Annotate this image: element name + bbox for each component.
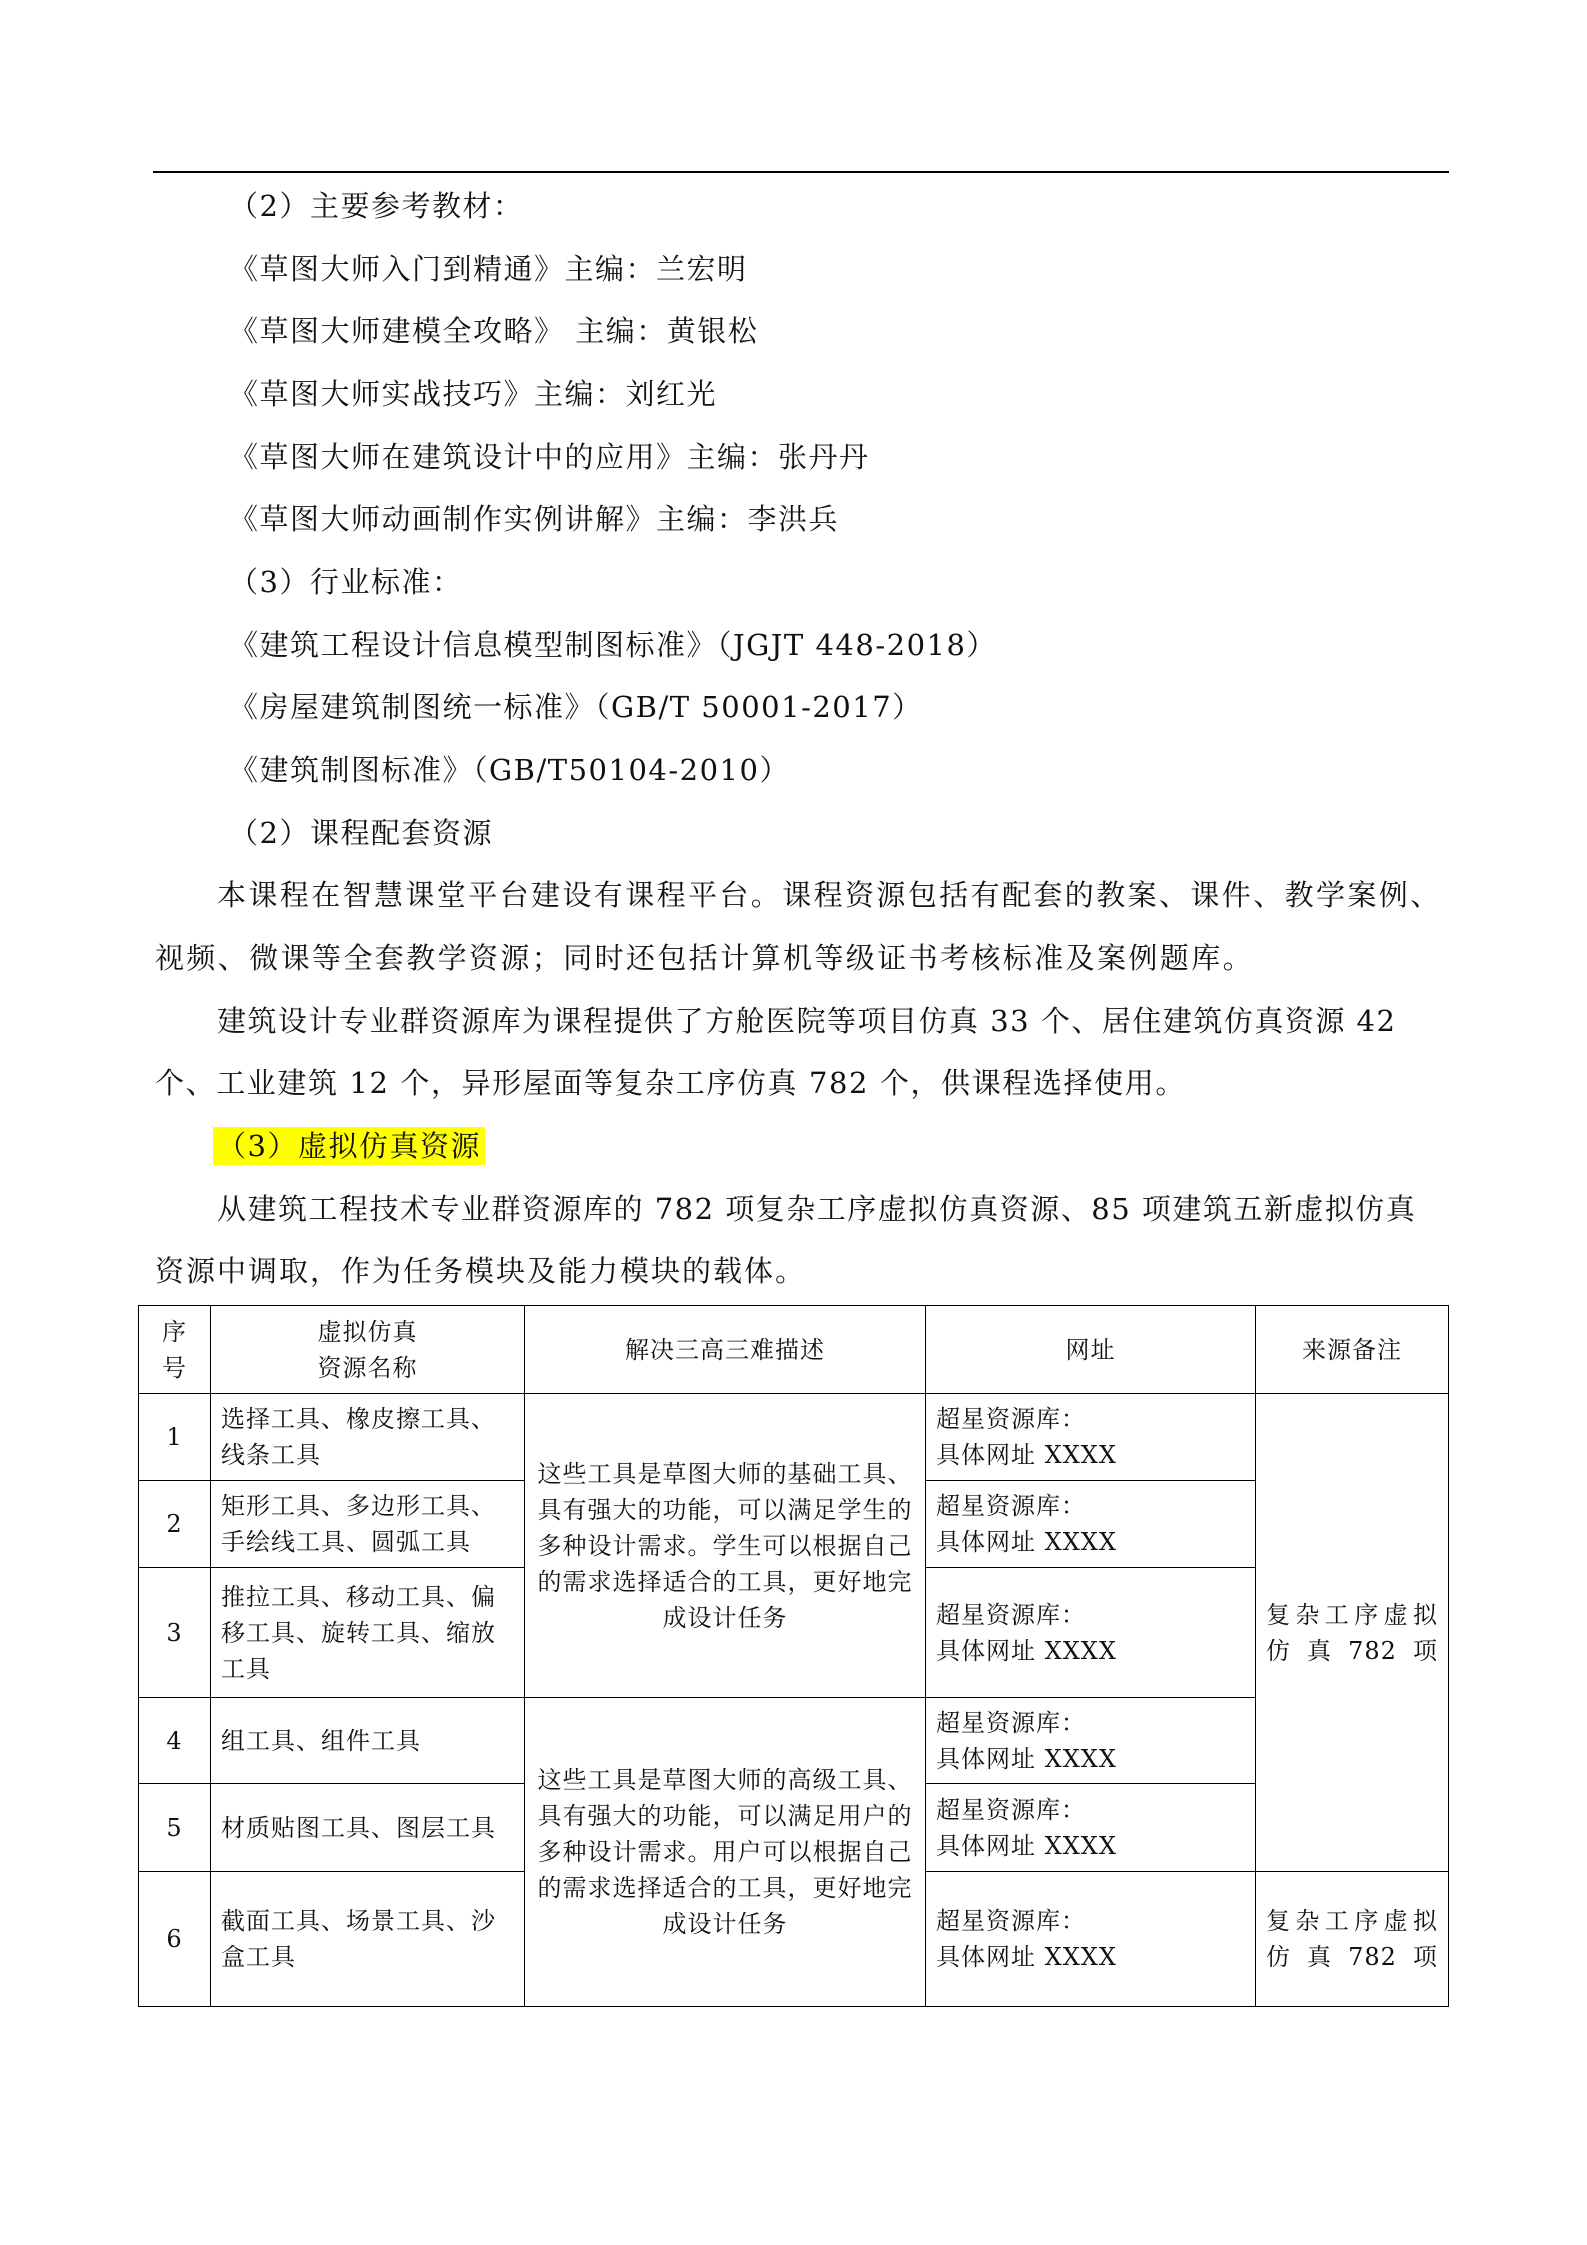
- table-header-row: [139, 1306, 1449, 1394]
- course-resources-paragraph-line-2: 视频、微课等全套教学资源；同时还包括计算机等级证书考核标准及案例题库。: [155, 941, 1255, 975]
- virtual-sim-paragraph-line-1: 从建筑工程技术专业群资源库的 782 项复杂工序虚拟仿真资源、85 项建筑五新虚拟仿真: [217, 1192, 1417, 1226]
- textbooks-heading: （2）主要参考教材：: [229, 189, 524, 223]
- row-seq: 1: [139, 1394, 211, 1481]
- row-url: 超星资源库： 具体网址 XXXX: [926, 1784, 1256, 1872]
- row-seq: 3: [139, 1568, 211, 1698]
- textbook-item-1: 《草图大师入门到精通》主编：兰宏明: [229, 252, 748, 286]
- header-url: 网址: [926, 1306, 1256, 1394]
- row-description-group-1: 这些工具是草图大师的基础工具、具有强大的功能，可以满足学生的多种设计需求。学生可以根据自己的需求选择适合的工具，更好地完成设计任务: [525, 1394, 926, 1698]
- row-source-notes-group-2: 复杂工序虚拟仿真782项: [1256, 1872, 1449, 2007]
- row-resource-name: 材质贴图工具、图层工具: [211, 1784, 525, 1872]
- standard-item-2: 《房屋建筑制图统一标准》（GB/T 50001-2017）: [229, 690, 923, 724]
- standard-item-1: 《建筑工程设计信息模型制图标准》（JGJT 448-2018）: [229, 628, 997, 662]
- row-resource-name: 矩形工具、多边形工具、手绘线工具、圆弧工具: [211, 1481, 525, 1568]
- row-url: 超星资源库： 具体网址 XXXX: [926, 1568, 1256, 1698]
- standards-heading: （3）行业标准：: [229, 565, 463, 599]
- standard-item-3: 《建筑制图标准》（GB/T50104-2010）: [229, 753, 790, 787]
- row-resource-name: 组工具、组件工具: [211, 1698, 525, 1784]
- row-url: 超星资源库： 具体网址 XXXX: [926, 1872, 1256, 2007]
- row-resource-name: 选择工具、橡皮擦工具、线条工具: [211, 1394, 525, 1481]
- table-row: [139, 1394, 1449, 1481]
- header-rule: [153, 171, 1449, 173]
- header-seq: 序 号: [139, 1306, 211, 1394]
- row-resource-name: 截面工具、场景工具、沙盒工具: [211, 1872, 525, 2007]
- row-source-notes-group-1: 复杂工序虚拟仿真782项: [1256, 1394, 1449, 1872]
- textbook-item-4: 《草图大师在建筑设计中的应用》主编：张丹丹: [229, 440, 870, 474]
- textbook-item-2: 《草图大师建模全攻略》 主编：黄银松: [229, 314, 759, 348]
- library-paragraph-line-2: 个、工业建筑 12 个，异形屋面等复杂工序仿真 782 个，供课程选择使用。: [155, 1066, 1186, 1100]
- course-resources-heading: （2）课程配套资源: [229, 816, 493, 850]
- virtual-sim-heading-highlight: （3）虚拟仿真资源: [213, 1127, 485, 1165]
- row-seq: 2: [139, 1481, 211, 1568]
- header-source-notes: 来源备注: [1256, 1306, 1449, 1394]
- header-resource-name: 虚拟仿真 资源名称: [211, 1306, 525, 1394]
- row-url: 超星资源库： 具体网址 XXXX: [926, 1394, 1256, 1481]
- virtual-sim-paragraph-line-2: 资源中调取，作为任务模块及能力模块的载体。: [155, 1254, 807, 1288]
- row-seq: 6: [139, 1872, 211, 2007]
- table-row: [139, 1698, 1449, 1784]
- row-url: 超星资源库： 具体网址 XXXX: [926, 1698, 1256, 1784]
- virtual-sim-heading: [213, 1129, 485, 1163]
- row-resource-name: 推拉工具、移动工具、偏移工具、旋转工具、缩放工具: [211, 1568, 525, 1698]
- textbook-item-3: 《草图大师实战技巧》主编：刘红光: [229, 377, 718, 411]
- row-seq: 4: [139, 1698, 211, 1784]
- row-url: 超星资源库： 具体网址 XXXX: [926, 1481, 1256, 1568]
- row-seq: 5: [139, 1784, 211, 1872]
- virtual-sim-resource-table: [138, 1305, 1449, 2007]
- course-resources-paragraph-line-1: 本课程在智慧课堂平台建设有课程平台。课程资源包括有配套的教案、课件、教学案例、: [217, 878, 1442, 912]
- header-description: 解决三高三难描述: [525, 1306, 926, 1394]
- library-paragraph-line-1: 建筑设计专业群资源库为课程提供了方舱医院等项目仿真 33 个、居住建筑仿真资源 42: [217, 1004, 1397, 1038]
- textbook-item-5: 《草图大师动画制作实例讲解》主编：李洪兵: [229, 502, 840, 536]
- row-description-group-2: 这些工具是草图大师的高级工具、具有强大的功能，可以满足用户的多种设计需求。用户可以根据自己的需求选择适合的工具，更好地完成设计任务: [525, 1698, 926, 2007]
